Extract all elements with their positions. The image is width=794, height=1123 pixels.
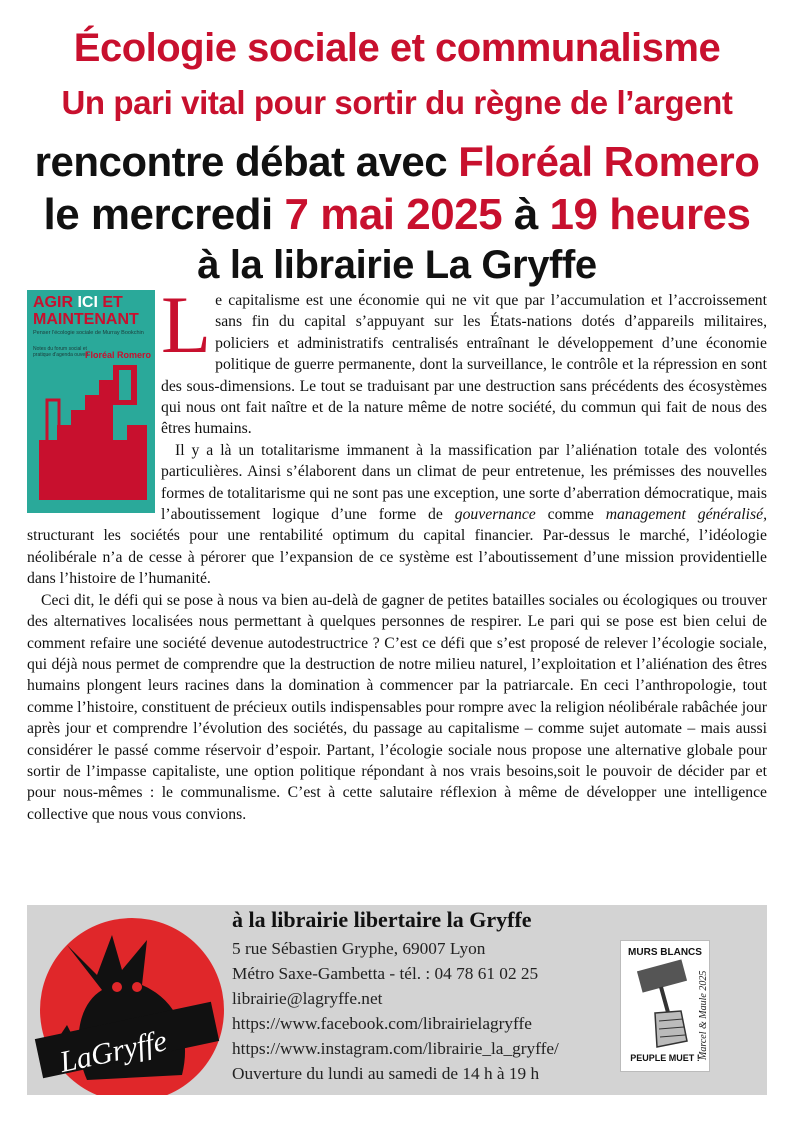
venue-line: à la librairie La Gryffe xyxy=(197,243,597,287)
cover-subtitle: Penser l'écologie sociale de Murray Bookchin xyxy=(33,330,144,336)
paint-roller-fist-icon xyxy=(621,941,709,1071)
cover-title-line2: MAINTENANT xyxy=(33,311,139,328)
title-line: Écologie sociale et communalisme xyxy=(73,26,721,70)
logo-text: LaGryffe xyxy=(56,1024,170,1080)
footer-address: 5 rue Sébastien Gryphe, 69007 Lyon xyxy=(232,939,486,958)
subtitle-line: Un pari vital pour sortir du règne de l’argent xyxy=(61,84,733,121)
cover-title: AGIR ICI ET MAINTENANT xyxy=(33,294,139,328)
poster-bottom-text: PEUPLE MUET ! xyxy=(630,1053,700,1063)
footer-email[interactable]: librairie@lagryffe.net xyxy=(232,989,383,1008)
paragraph-2: Il y a là un totalitarisme immanent à la massification par l’aliénation totale des volontés particulières. Ainsi s’élaborent dans un climat de peur entretenue, les prémisses des nouvelles formes de totalitarisme qui ne sont pas une exception, une sorte d’aberration démocratique, mais l’aboutissement logique d’une forme de gouvernance comme management généralisé, structurant les sociétés pour une rentabilité optimum du capital financier. Par-dessus le marché, l’idéologie néolibérale n’a de cesse à pérorer que l’expansion de ce système est l’aboutissement d’une mission providentielle dans l’histoire de l’humanité. xyxy=(27,441,767,588)
date-prefix: le mercredi xyxy=(43,190,285,239)
date-mid: à xyxy=(502,190,550,239)
event-guest: Floréal Romero xyxy=(458,138,760,185)
event-line xyxy=(0,138,794,186)
artist-credit: Marcel & Maule 2025 xyxy=(698,970,709,1060)
time-value: 19 heures xyxy=(549,190,751,239)
drop-cap: L xyxy=(161,279,212,370)
cover-blurb: Notes du forum social et pratique d'agenda ouvert xyxy=(33,346,89,358)
event-prefix: rencontre débat avec xyxy=(34,138,459,185)
la-gryffe-logo xyxy=(27,905,247,1095)
footer-box xyxy=(27,905,767,1095)
footer-hours: Ouverture du lundi au samedi de 14 h à 19 h xyxy=(232,1064,540,1083)
date-value: 7 mai 2025 xyxy=(284,190,503,239)
poster-top-text: MURS BLANCS xyxy=(628,947,702,958)
footer-metro: Métro Saxe-Gambetta - tél. : 04 78 61 02 25 xyxy=(232,964,539,983)
footer-facebook[interactable]: https://www.facebook.com/librairielagryffe xyxy=(232,1014,532,1033)
date-line xyxy=(0,190,794,240)
cover-title-ici: ICI xyxy=(77,294,98,311)
footer-title: à la librairie libertaire la Gryffe xyxy=(232,907,532,932)
paragraph-3: Ceci dit, le défi qui se pose à nous va bien au-delà de gagner de petites batailles sociales ou écologiques ou trouver des alternatives localisées nous permettant à quelques personnes de respirer. Le pari qui se pose est bien celui de comment refaire une société devenue autodestructrice ? C’est ce défi que s’est proposé de relever l’écologie sociale, qui déjà nous permet de comprendre que la destruction de notre milieu naturel, l’exploitation et l’aliénation des êtres humains plongent leurs racines dans la domination à commencer par la patriarcale. En ceci l’anthropologie, tout comme l’histoire, constituent de précieux outils indispensables pour rompre avec la religion néolibérale rabâchée jour après jour et comprendre l’évolution des sociétés, du passage au capitalisme – comme sujet automate – mais aussi considérer le passé comme réservoir d’espoir. Partant, l’écologie sociale nous propose une alternative globale pour sortir de l’impasse capitaliste, une option politique répondant à nos vrais besoins,soit le pouvoir de décider par et pour nous-mêmes : le communalisme. C’est à cette salutaire réflexion à même de développer une intelligence collective que nous vous convions. xyxy=(27,591,767,823)
murs-blancs-poster xyxy=(620,940,710,1072)
cover-author: Floréal Romero xyxy=(84,350,151,360)
article-body xyxy=(27,279,767,825)
footer-instagram[interactable]: https://www.instagram.com/librairie_la_gryffe/ xyxy=(232,1039,559,1058)
paragraph-1: Le capitalisme est une économie qui ne vit que par l’accumulation et l’accroissement sans fin du capital s’appuyant sur les États-nations dotés d’appareils militaires, policiers et administratifs centralisés entraînant le développement d’une économie politique de guerre permanente, dont la surveillance, le contrôle et la répression en sont des sous-dimensions. Le tout se traduisant par une destruction sans précédents des écosystèmes qui nous ont fait naître et de la nature même de notre société, du commun qui fait de nous des êtres humains. xyxy=(161,279,767,438)
